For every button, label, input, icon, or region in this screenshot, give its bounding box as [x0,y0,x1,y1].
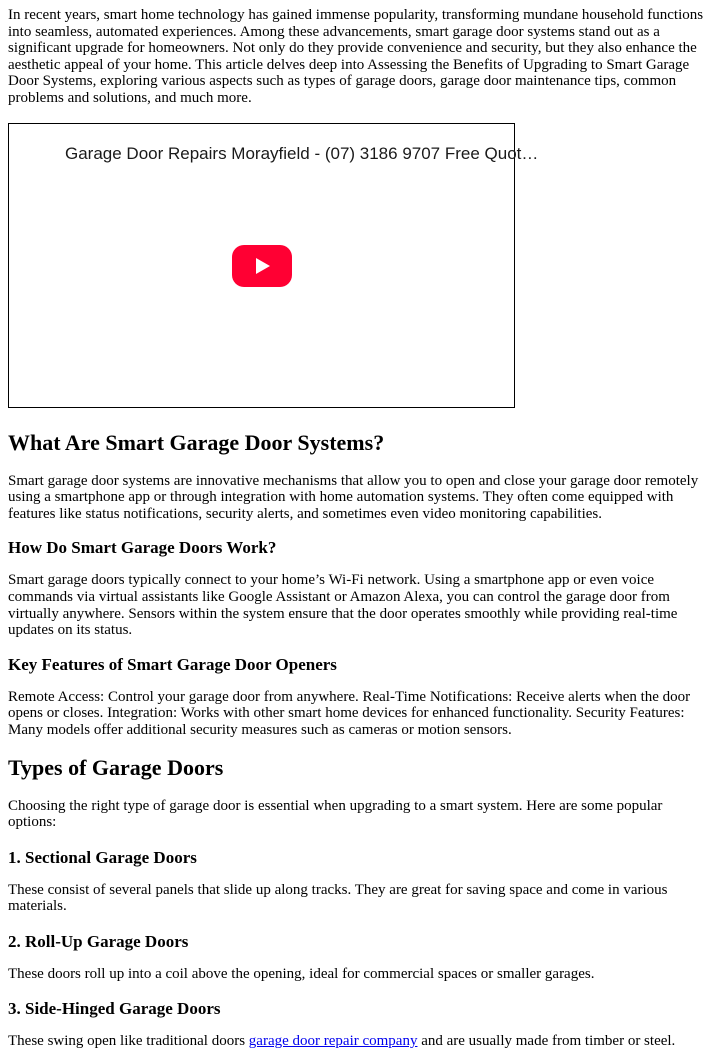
side-hinged-text-after: and are usually made from timber or steel. [417,1033,676,1050]
paragraph-how: Smart garage doors typically connect to your home’s Wi-Fi network. Using a smartphone app or even voice commands via virtual assistants like Google Assistant or Amazon Alexa, you can control the garage door from virtually anywhere. Sensors within the system ensure that the door operates smoothly while providing real-time updates on its status. [8,572,678,639]
embedded-video[interactable] [8,123,539,408]
heading-how-do-smart-garage-doors-work: How Do Smart Garage Doors Work? [8,538,277,558]
paragraph-what: Smart garage door systems are innovative mechanisms that allow you to open and close your garage door remotely using a smartphone app or through integration with home automation systems. They often come equipped with features like status notifications, security alerts, and sometimes even video monitoring capabilities. [8,472,699,522]
paragraph-types: Choosing the right type of garage door is essential when upgrading to a smart system. Here are some popular options: [8,797,663,831]
heading-key-features: Key Features of Smart Garage Door Openers [8,654,337,674]
heading-side-hinged-garage-doors: 3. Side-Hinged Garage Doors [8,999,221,1019]
paragraph-features: Remote Access: Control your garage door from anywhere. Real-Time Notifications: Receive alerts when the door opens or closes. Integration: Works with other smart home devices for enhanced functionality. Security Features: Many models offer additional security measures such as cameras or motion sensors. [8,688,691,738]
paragraph-sectional: These consist of several panels that slide up along tracks. They are great for saving space and come in various materials. [8,881,668,915]
paragraph-side-hinged [8,1033,712,1050]
heading-what-are-smart-garage-door-systems: What Are Smart Garage Door Systems? [8,429,385,455]
heading-sectional-garage-doors: 1. Sectional Garage Doors [8,847,197,867]
heading-roll-up-garage-doors: 2. Roll-Up Garage Doors [8,931,189,951]
side-hinged-text-before: These swing open like traditional doors [8,1033,249,1050]
heading-types-of-garage-doors: Types of Garage Doors [8,754,224,780]
paragraph-roll-up: These doors roll up into a coil above the opening, ideal for commercial spaces or smaller garages. [8,965,595,982]
youtube-play-icon[interactable] [232,245,292,287]
video-title[interactable]: Garage Door Repairs Morayfield - (07) 3186 9707 Free Quot… [65,143,539,163]
garage-door-repair-company-link[interactable]: garage door repair company [248,1033,418,1050]
intro-paragraph: In recent years, smart home technology has gained immense popularity, transforming mundane household functions into seamless, automated experiences. Among these advancements, smart garage door systems stand out as a significant upgrade for homeowners. Not only do they provide convenience and security, but they also enhance the aesthetic appeal of your home. This article delves deep into Assessing the Benefits of Upgrading to Smart Garage Door Systems, exploring various aspects such as types of garage doors, garage door maintenance tips, common problems and solutions, and much more. [8,7,704,106]
